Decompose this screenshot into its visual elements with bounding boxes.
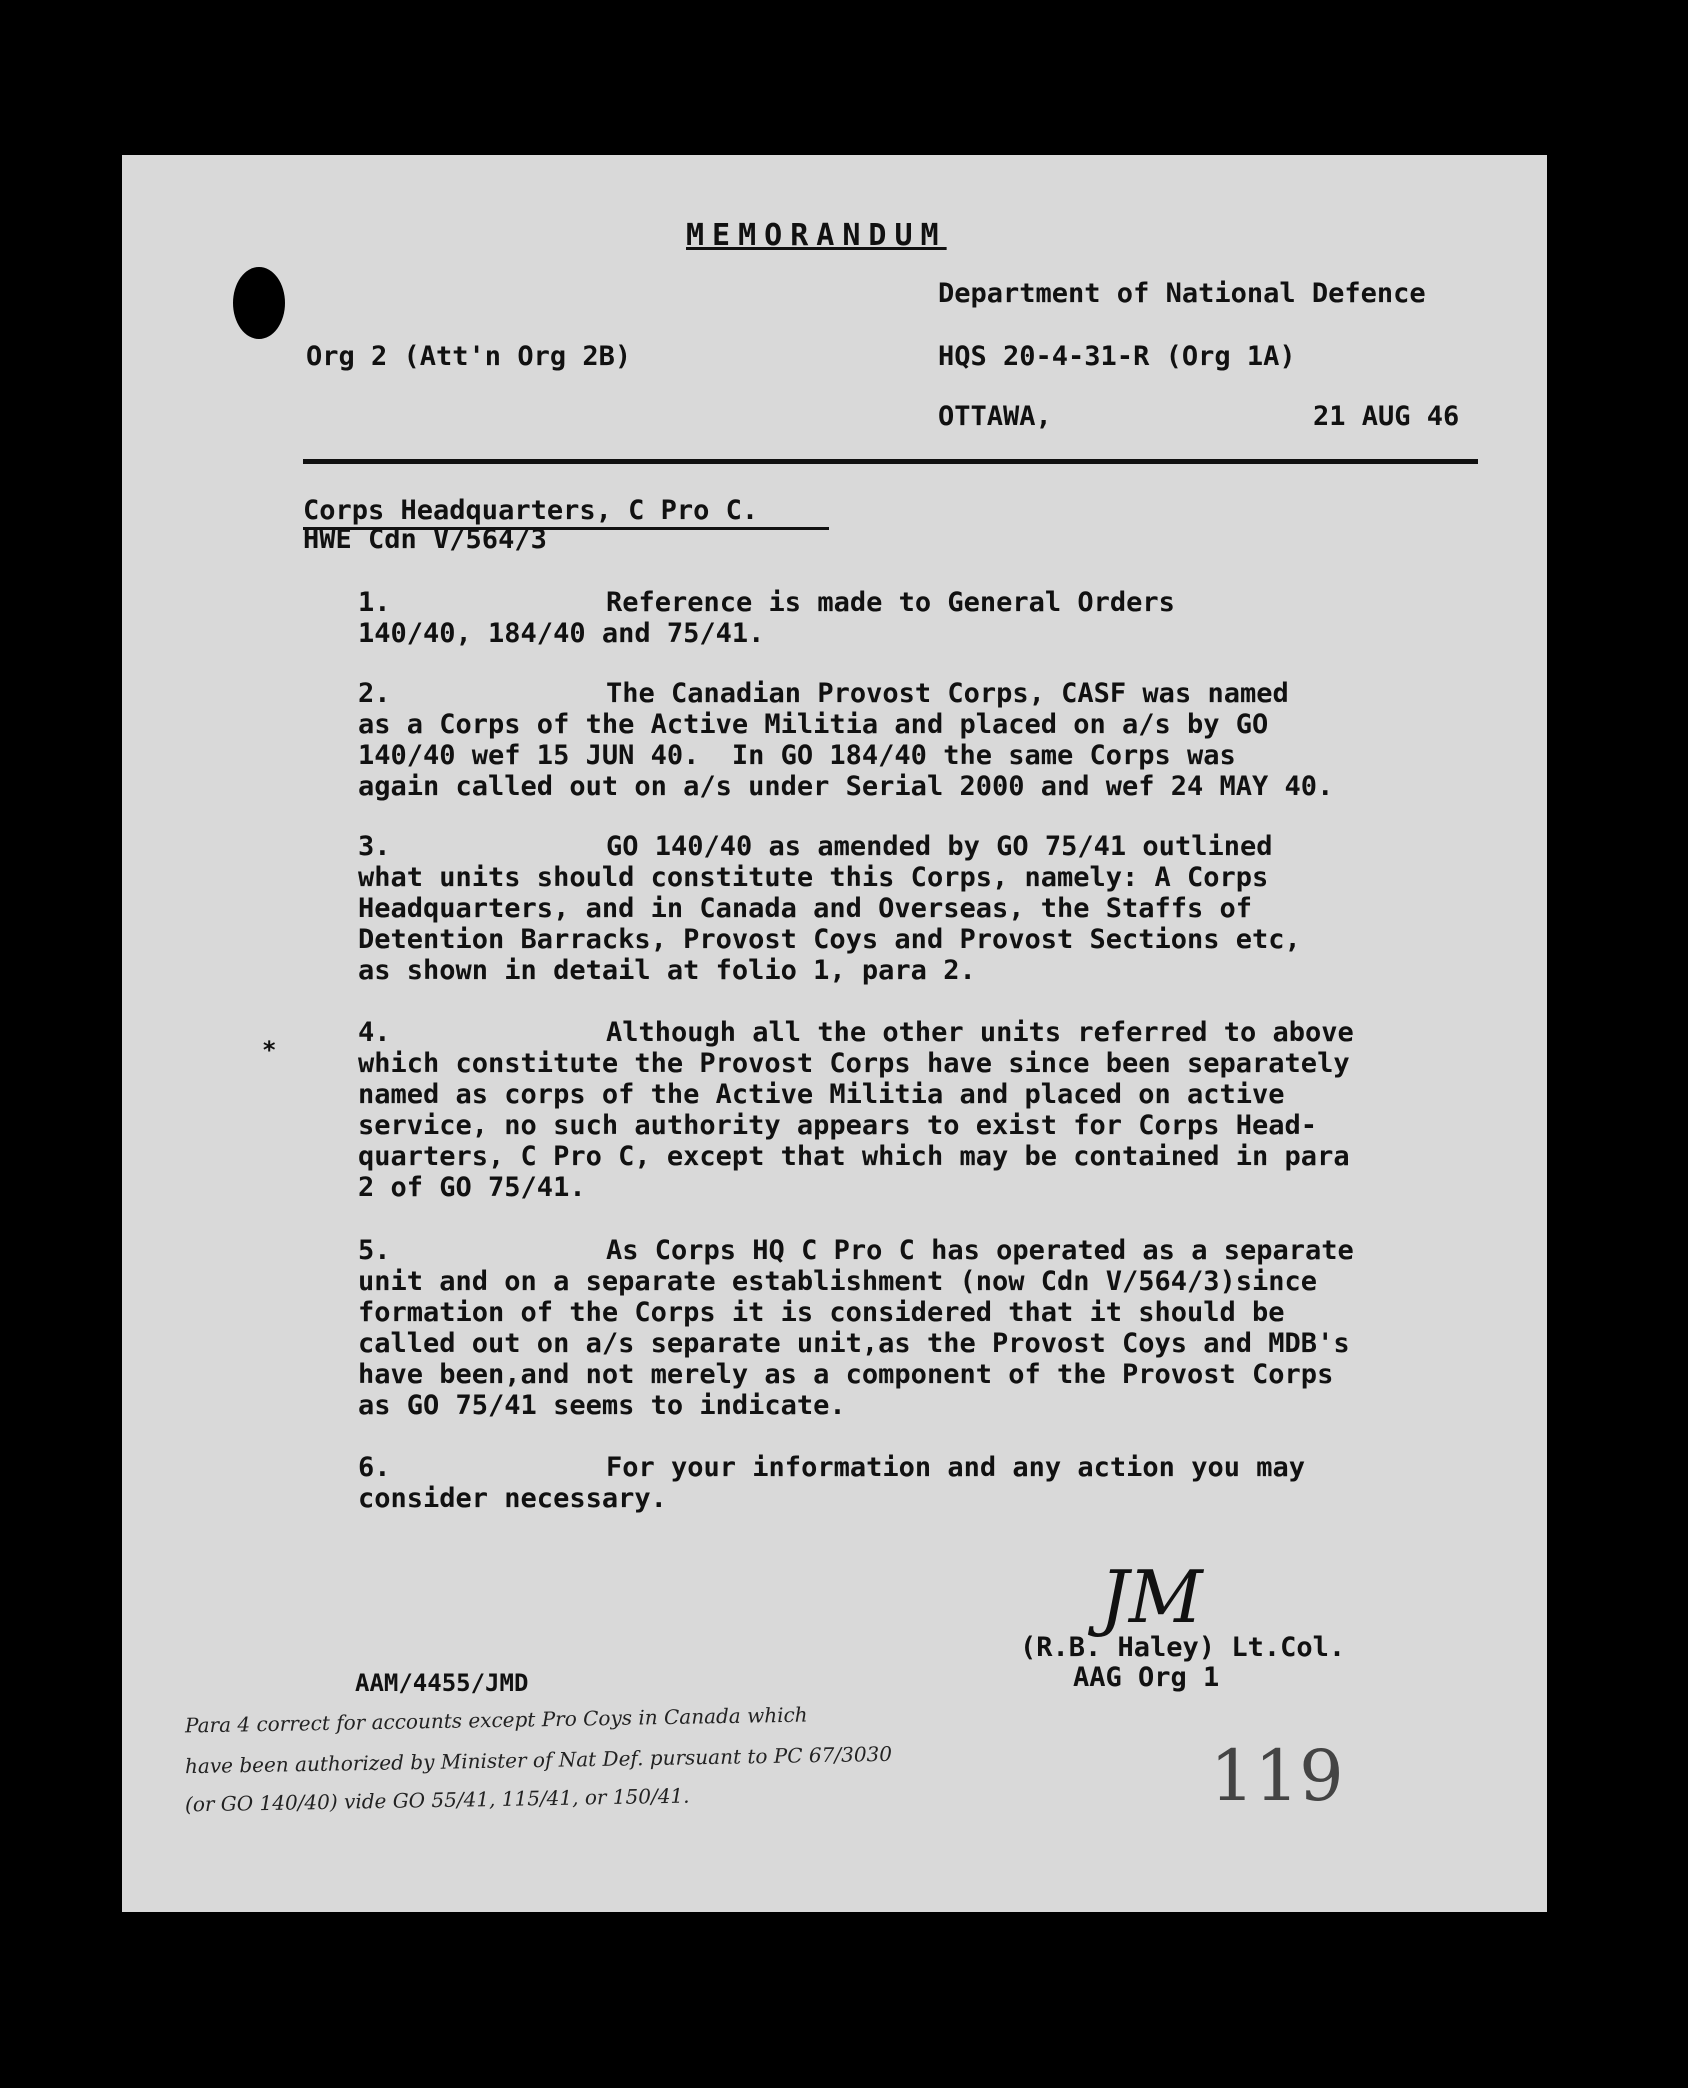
paragraph-line: quarters, C Pro C, except that which may be contained in para (358, 1141, 1350, 1172)
file-reference: HQS 20-4-31-R (Org 1A) (938, 341, 1296, 372)
from-line: Org 2 (Att'n Org 2B) (306, 341, 632, 372)
paragraph-line: The Canadian Provost Corps, CASF was named (606, 678, 1289, 709)
paragraph-line: formation of the Corps it is considered that it should be (358, 1297, 1285, 1328)
place: OTTAWA, (938, 401, 1052, 432)
paragraph-number: 2. (358, 678, 391, 709)
paragraph-line: 2 of GO 75/41. (358, 1172, 586, 1203)
signatory-name: (R.B. Haley) Lt.Col. (1020, 1632, 1346, 1663)
signature-initials: JM (1100, 1555, 1203, 1639)
paragraph-line: 140/40 wef 15 JUN 40. In GO 184/40 the same Corps was (358, 740, 1236, 771)
handwritten-note-line: have been authorized by Minister of Nat Def. pursuant to PC 67/3030 (184, 1741, 893, 1779)
paragraph-line: what units should constitute this Corps, namely: A Corps (358, 862, 1269, 893)
paragraph-line: as a Corps of the Active Militia and placed on a/s by GO (358, 709, 1269, 740)
memo-title: MEMORANDUM (686, 218, 947, 253)
paragraph-line: 140/40, 184/40 and 75/41. (358, 618, 765, 649)
handwritten-note-line: Para 4 correct for accounts except Pro Coys in Canada which (184, 1702, 808, 1738)
date: 21 AUG 46 (1313, 401, 1460, 432)
paragraph-line: unit and on a separate establishment (now Cdn V/564/3)since (358, 1266, 1318, 1297)
paragraph-number: 1. (358, 587, 391, 618)
paragraph-line: again called out on a/s under Serial 2000 and wef 24 MAY 40. (358, 771, 1334, 802)
paragraph-line: For your information and any action you may (606, 1452, 1305, 1483)
addressee-line-1: Corps Headquarters, C Pro C. (303, 495, 759, 526)
paragraph-line: which constitute the Provost Corps have since been separately (358, 1048, 1350, 1079)
paragraph-line: consider necessary. (358, 1483, 667, 1514)
folio-number: 119 (1210, 1735, 1344, 1817)
paragraph-line: GO 140/40 as amended by GO 75/41 outlined (606, 831, 1273, 862)
punch-hole-mark (228, 263, 290, 343)
paragraph-line: named as corps of the Active Militia and placed on active (358, 1079, 1285, 1110)
reference-code: AAM/4455/JMD (355, 1669, 529, 1697)
paragraph-line: Detention Barracks, Provost Coys and Provost Sections etc, (358, 924, 1301, 955)
paragraph-number: 5. (358, 1235, 391, 1266)
paragraph-line: As Corps HQ C Pro C has operated as a separate (606, 1235, 1354, 1266)
paragraph-line: Although all the other units referred to above (606, 1017, 1354, 1048)
addressee-line-2: HWE Cdn V/564/3 (303, 524, 547, 555)
paragraph-number: 4. (358, 1017, 391, 1048)
paragraph-line: as shown in detail at folio 1, para 2. (358, 955, 976, 986)
paragraph-line: Reference is made to General Orders (606, 587, 1175, 618)
paragraph-line: Headquarters, and in Canada and Overseas, the Staffs of (358, 893, 1253, 924)
paragraph-number: 6. (358, 1452, 391, 1483)
signatory-appointment: AAG Org 1 (1073, 1662, 1220, 1693)
header-rule (303, 459, 1478, 464)
paragraph-line: as GO 75/41 seems to indicate. (358, 1390, 846, 1421)
paragraph-line: service, no such authority appears to exist for Corps Head- (358, 1110, 1318, 1141)
handwritten-note-line: (or GO 140/40) vide GO 55/41, 115/41, or 150/41. (184, 1783, 690, 1817)
margin-asterisk: * (262, 1036, 277, 1064)
paragraph-line: called out on a/s separate unit,as the Provost Coys and MDB's (358, 1328, 1350, 1359)
paragraph-line: have been,and not merely as a component of the Provost Corps (358, 1359, 1334, 1390)
department-name: Department of National Defence (938, 278, 1426, 309)
paragraph-number: 3. (358, 831, 391, 862)
